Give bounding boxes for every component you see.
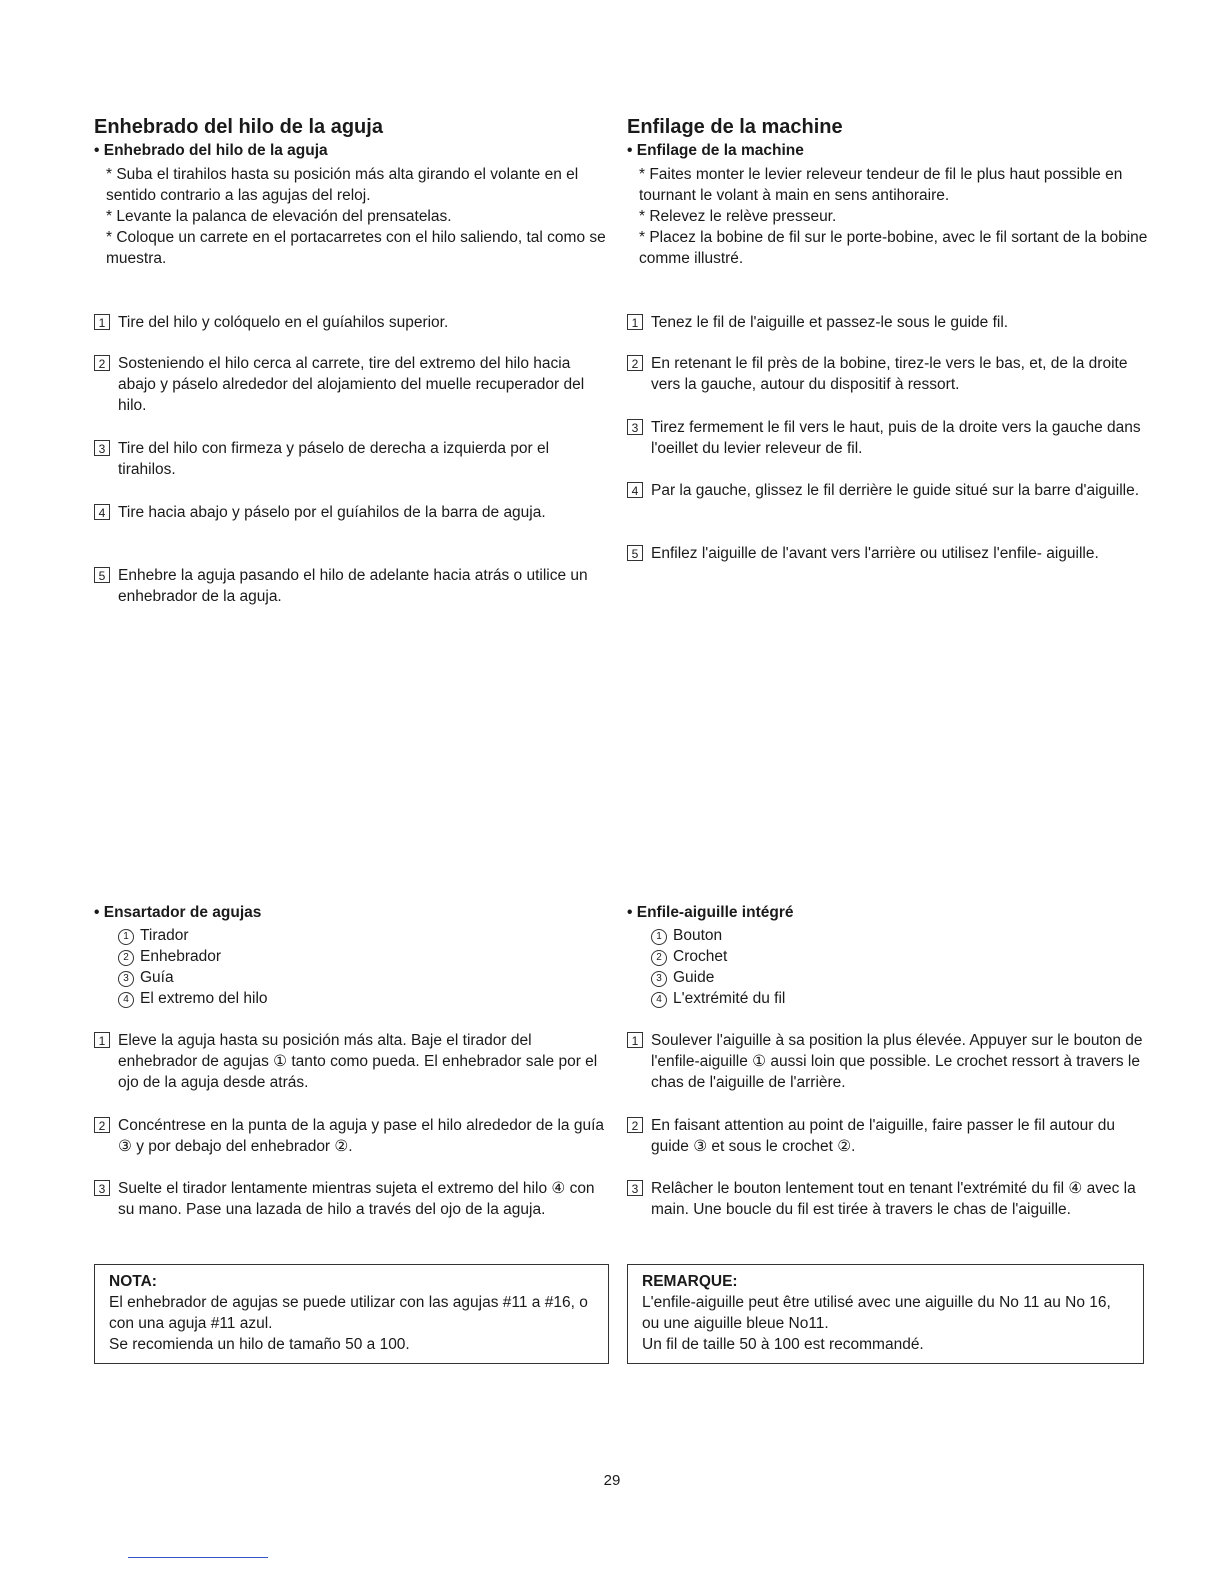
step-number: 2	[94, 355, 110, 371]
step-item: 1 Tenez le fil de l'aiguille et passez-le sous le guide fil.	[627, 312, 1145, 333]
note-line: Un fil de taille 50 à 100 est recommandé.	[642, 1336, 924, 1353]
footer-rule	[128, 1557, 268, 1558]
note-title: NOTA:	[109, 1273, 157, 1290]
threader-step: 1 Eleve la aguja hasta su posición más alta. Baje el tirador del enhebrador de agujas ① tanto como pueda. El enhebrador sale por el ojo de la aguja desde atrás.	[94, 1030, 609, 1093]
parts-list	[118, 925, 268, 1009]
step-number: 1	[627, 314, 643, 330]
part-item: 1 Bouton	[651, 925, 785, 946]
section-subtitle: • Enhebrado del hilo de la aguja	[94, 142, 328, 159]
bullet-item: * Relevez le relève presseur.	[639, 208, 837, 225]
part-item: 3 Guía	[118, 967, 268, 988]
threader-step: 3 Relâcher le bouton lentement tout en tenant l'extrémité du fil ④ avec la main. Une boucle du fil est tirée à travers le chas de l'aiguille.	[627, 1178, 1145, 1220]
note-box	[94, 1264, 609, 1364]
threader-step: 3 Suelte el tirador lentamente mientras sujeta el extremo del hilo ④ con su mano. Pase una lazada de hilo a través del ojo de la aguja.	[94, 1178, 609, 1220]
threader-step: 2 Concéntrese en la punta de la aguja y pase el hilo alrededor de la guía ③ y por debajo del enhebrador ②.	[94, 1115, 609, 1157]
step-item: 4 Tire hacia abajo y páselo por el guíahilos de la barra de aguja.	[94, 502, 609, 523]
step-item: 4 Par la gauche, glissez le fil derrière le guide situé sur la barre d'aiguille.	[627, 480, 1145, 501]
part-item: 2 Crochet	[651, 946, 785, 967]
section-subtitle: • Enfilage de la machine	[627, 142, 804, 159]
step-number: 5	[627, 545, 643, 561]
part-item: 3 Guide	[651, 967, 785, 988]
part-item: 2 Enhebrador	[118, 946, 268, 967]
step-number: 1	[94, 314, 110, 330]
step-item: 2 En retenant le fil près de la bobine, tirez-le vers le bas, et, de la droite vers la gauche, autour du dispositif à ressort.	[627, 353, 1145, 395]
note-line: El enhebrador de agujas se puede utilizar con las agujas #11 a #16, o con una aguja #11 azul.	[109, 1294, 588, 1332]
section-title: Enhebrado del hilo de la aguja	[94, 116, 383, 138]
part-item: 1 Tirador	[118, 925, 268, 946]
step-number: 2	[627, 355, 643, 371]
step-item: 5 Enfilez l'aiguille de l'avant vers l'arrière ou utilisez l'enfile- aiguille.	[627, 543, 1145, 564]
note-line: Se recomienda un hilo de tamaño 50 a 100.	[109, 1336, 410, 1353]
step-item: 2 Sosteniendo el hilo cerca al carrete, tire del extremo del hilo hacia abajo y páselo alrededor del alojamiento del muelle recuperador del hilo.	[94, 353, 609, 416]
step-number: 4	[94, 504, 110, 520]
note-title: REMARQUE:	[642, 1273, 738, 1290]
page-number: 29	[603, 1472, 621, 1489]
parts-list	[651, 925, 785, 1009]
step-number: 3	[627, 419, 643, 435]
bullet-item: * Levante la palanca de elevación del prensatelas.	[106, 208, 452, 225]
threader-title: • Enfile-aiguille intégré	[627, 904, 794, 921]
step-item: 3 Tirez fermement le fil vers le haut, puis de la droite vers la gauche dans l'oeillet du levier releveur de fil.	[627, 417, 1145, 459]
part-item: 4 El extremo del hilo	[118, 988, 268, 1009]
step-number: 3	[94, 440, 110, 456]
step-item: 3 Tire del hilo con firmeza y páselo de derecha a izquierda por el tirahilos.	[94, 438, 609, 480]
step-item: 5 Enhebre la aguja pasando el hilo de adelante hacia atrás o utilice un enhebrador de la aguja.	[94, 565, 609, 607]
bullet-item: * Faites monter le levier releveur tendeur de fil le plus haut possible en tournant le volant à main en sens antihoraire.	[639, 166, 1123, 204]
note-line: L'enfile-aiguille peut être utilisé avec une aiguille du No 11 au No 16, ou une aiguille bleue No11.	[642, 1294, 1111, 1332]
bullet-item: * Suba el tirahilos hasta su posición más alta girando el volante en el sentido contrario a las agujas del reloj.	[106, 166, 579, 204]
section-title: Enfilage de la machine	[627, 116, 843, 138]
step-number: 4	[627, 482, 643, 498]
threader-step: 2 En faisant attention au point de l'aiguille, faire passer le fil autour du guide ③ et sous le crochet ②.	[627, 1115, 1145, 1157]
part-item: 4 L'extrémité du fil	[651, 988, 785, 1009]
step-item: 1 Tire del hilo y colóquelo en el guíahilos superior.	[94, 312, 609, 333]
bullet-item: * Coloque un carrete en el portacarretes con el hilo saliendo, tal como se muestra.	[106, 229, 606, 267]
bullet-item: * Placez la bobine de fil sur le porte-bobine, avec le fil sortant de la bobine comme illustré.	[639, 229, 1148, 267]
step-number: 5	[94, 567, 110, 583]
threader-step: 1 Soulever l'aiguille à sa position la plus élevée. Appuyer sur le bouton de l'enfile-aiguille ① aussi loin que possible. Le crochet ressort à travers le chas de l'aiguille de l'arrière.	[627, 1030, 1145, 1093]
threader-title: • Ensartador de agujas	[94, 904, 262, 921]
note-box	[627, 1264, 1144, 1364]
